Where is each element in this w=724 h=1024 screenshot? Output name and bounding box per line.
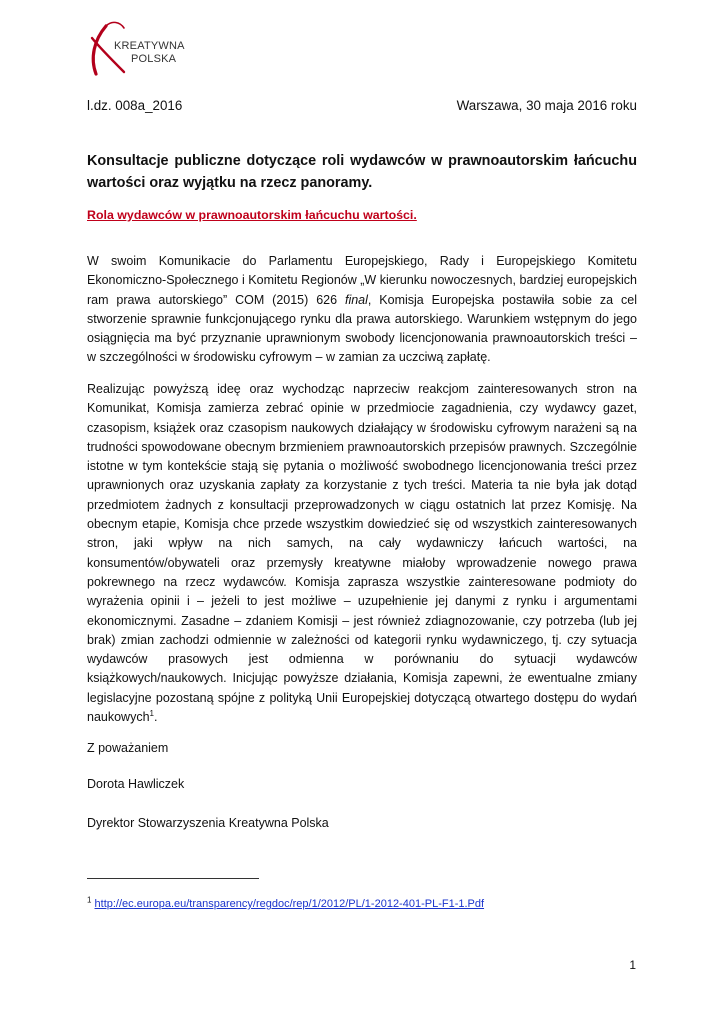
paragraph-2-end: . bbox=[154, 710, 158, 725]
paragraph-1-italic: final bbox=[344, 292, 368, 307]
footnote-number: 1 bbox=[87, 895, 92, 905]
paragraph-2-text: Realizując powyższą ideę oraz wychodząc naprzeciw reakcjom zainteresowanych stron na Komunikat, Komisja zamierza zebrać opinie w przedmiocie zagadnienia, czy wydawcy gazet, czasopism, książek oraz czasopism naukowych działający w środowisku cyfrowym narażeni są na trudności spowodowane obecnym brzmieniem prawnoautorskich przepisów prawnych. Szczególnie istotne w tym kontekście stają się pytania o możliwość swobodnego licencjonowania treści przez uprawnionych oraz uzyskania zapłaty za korzystanie z tych treści. Materia ta nie była jak dotąd przedmiotem żadnych z konsultacji przeprowadzonych w ciągu ostatnich lat przez Komisję. Na obecnym etapie, Komisja chce przede wszystkim dowiedzieć się od wszystkich zainteresowanych stron, jaki wpływ na nich samych, na cały wydawniczy łańcuch wartości, na konsumentów/obywateli oraz przemysły kreatywne miałoby wprowadzenie nowego prawa pokrewnego na rzecz wydawców. Komisja zaprasza wszystkie zainteresowane podmioty do wyrażenia opinii i – jeżeli to jest możliwe – uzupełnienie jej danymi z rynku i argumentami ekonomicznymi. Zasadne – zdaniem Komisji – jest również zdiagnozowanie, czy potrzeba (lub jej brak) zmian zachodzi odmiennie w zależności od kategorii rynku wydawniczego, tj. czy sytuacja wydawców prasowych jest odmienna w porównaniu do sytuacji wydawców książkowych/naukowych. Inicjując powyższe działania, Komisja zapewni, że ewentualne zmiany legislacyjne pozostaną spójne z polityką Unii Europejskiej dotyczącą otwartego dostępu do wydań naukowych bbox=[87, 382, 637, 725]
place-and-date: Warszawa, 30 maja 2016 roku bbox=[456, 98, 637, 113]
kreatywna-polska-logo bbox=[84, 18, 214, 78]
logo-line-1: KREATYWNA bbox=[114, 40, 185, 52]
page-number: 1 bbox=[629, 958, 636, 972]
logo-text bbox=[114, 40, 185, 66]
reference-number: l.dz. 008a_2016 bbox=[87, 98, 183, 113]
footnote bbox=[87, 895, 485, 910]
reference-row bbox=[87, 98, 637, 113]
paragraph-1 bbox=[87, 252, 637, 368]
signatory-position: Dyrektor Stowarzyszenia Kreatywna Polska bbox=[87, 816, 329, 830]
paragraph-1-before: W swoim Komunikacie do Parlamentu Europejskiego, Rady i Europejskiego Komitetu Ekonomiczno-Społecznego i Komitetu Regionów „W kierunku nowoczesnych, bardziej europejskich ram prawa autorskiego” COM (2015) 626 bbox=[87, 254, 637, 307]
paragraph-1-after: , Komisja Europejska postawiła sobie za cel stworzenie sprawnie funkcjonującego rynku dla prawa autorskiego. Warunkiem wstępnym do jego osiągnięcia ma być przyznanie uprawnionym swobody licencjonowania prawnoautorskich treści – w szczególności w środowisku cyfrowym – w zamian za uczciwą zapłatę. bbox=[87, 292, 637, 365]
document-title: Konsultacje publiczne dotyczące roli wydawców w prawnoautorskim łańcuchu wartości oraz wyjątku na rzecz panoramy. bbox=[87, 153, 637, 191]
footnote-link[interactable]: http://ec.europa.eu/transparency/regdoc/rep/1/2012/PL/1-2012-401-PL-F1-1.Pdf bbox=[94, 898, 485, 910]
footnote-divider bbox=[87, 878, 259, 879]
signatory-name: Dorota Hawliczek bbox=[87, 777, 185, 791]
salutation: Z poważaniem bbox=[87, 741, 169, 755]
logo-line-2: POLSKA bbox=[131, 53, 177, 65]
footnote-reference[interactable]: 1 bbox=[149, 708, 154, 718]
paragraph-2 bbox=[87, 380, 637, 727]
section-heading: Rola wydawców w prawnoautorskim łańcuchu wartości. bbox=[87, 208, 417, 222]
